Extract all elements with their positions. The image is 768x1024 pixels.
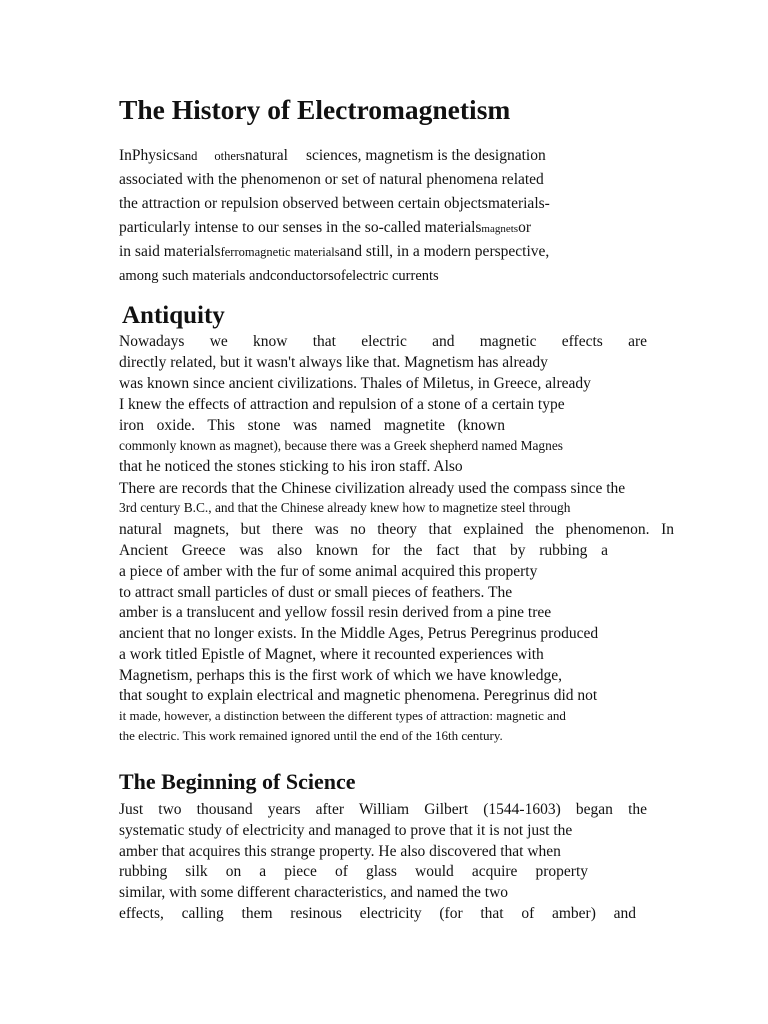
science-line: effects, calling them resinous electricity (for that of amber) and — [119, 905, 636, 922]
science-line: Just two thousand years after William Gilbert (1544-1603) began the — [119, 801, 647, 818]
antiquity-line: iron oxide. This stone was named magnetite (known — [119, 417, 505, 434]
intro-ferromagnetic: ferromagnetic materials — [220, 245, 340, 259]
science-line: amber that acquires this strange property. He also discovered that when — [119, 843, 561, 860]
intro-word-natural: natural — [244, 147, 288, 164]
antiquity-line: 3rd century B.C., and that the Chinese already knew how to magnetize steel through — [119, 500, 571, 515]
antiquity-line: a piece of amber with the fur of some animal acquired this property — [119, 563, 538, 580]
science-line: systematic study of electricity and managed to prove that it is not just the — [119, 822, 573, 839]
antiquity-line: to attract small particles of dust or small pieces of feathers. The — [119, 584, 513, 601]
antiquity-line: natural magnets, but there was no theory that explained the phenomenon. In — [119, 521, 674, 538]
section-heading-antiquity: Antiquity — [122, 302, 225, 329]
antiquity-line: commonly known as magnet), because there was a Greek shepherd named Magnes — [119, 438, 563, 453]
science-line: similar, with some different characteristics, and named the two — [119, 884, 509, 901]
intro-line-6 — [119, 266, 439, 286]
intro-word-magnets: magnets — [481, 223, 519, 235]
intro-line-1 — [119, 146, 546, 166]
intro-line-4 — [119, 218, 531, 238]
section-heading-science: The Beginning of Science — [119, 769, 356, 794]
intro-line-5-text: in said materials — [119, 243, 221, 260]
antiquity-line: that sought to explain electrical and magnetic phenomena. Peregrinus did not — [119, 687, 598, 704]
antiquity-line: Nowadays we know that electric and magnetic effects are — [119, 333, 647, 350]
antiquity-line: amber is a translucent and yellow fossil resin derived from a pine tree — [119, 604, 552, 621]
antiquity-line: was known since ancient civilizations. Thales of Miletus, in Greece, already — [119, 375, 591, 392]
antiquity-line: that he noticed the stones sticking to his iron staff. Also — [119, 458, 463, 475]
intro-line-3: the attraction or repulsion observed between certain objectsmaterials- — [119, 195, 550, 212]
antiquity-line: the electric. This work remained ignored until the end of the 16th century. — [119, 728, 503, 743]
antiquity-line: a work titled Epistle of Magnet, where it recounted experiences with — [119, 646, 544, 663]
intro-word-and: and — [179, 149, 198, 163]
antiquity-line: There are records that the Chinese civilization already used the compass since the — [119, 480, 626, 497]
intro-line-1-rest: sciences, magnetism is the designation — [305, 147, 546, 164]
intro-line-4-text: particularly intense to our senses in the so-called materials — [119, 219, 482, 236]
page-title: The History of Electromagnetism — [119, 94, 511, 125]
intro-line-6-text: among such materials andconductorsofelectric currents — [119, 268, 439, 284]
antiquity-line: ancient that no longer exists. In the Middle Ages, Petrus Peregrinus produced — [119, 625, 599, 642]
intro-line-5-rest: and still, in a modern perspective, — [339, 243, 550, 260]
intro-line-2: associated with the phenomenon or set of natural phenomena related — [119, 171, 544, 188]
antiquity-line: I knew the effects of attraction and repulsion of a stone of a certain type — [119, 396, 565, 413]
science-line: rubbing silk on a piece of glass would acquire property — [119, 863, 588, 880]
intro-word-physics: InPhysics — [119, 147, 180, 164]
intro-word-others: others — [214, 149, 245, 163]
antiquity-line: directly related, but it wasn't always like that. Magnetism has already — [119, 354, 548, 371]
antiquity-line: Magnetism, perhaps this is the first work of which we have knowledge, — [119, 667, 562, 684]
antiquity-line: Ancient Greece was also known for the fact that by rubbing a — [119, 542, 608, 559]
intro-word-or: or — [518, 219, 532, 236]
antiquity-line: it made, however, a distinction between the different types of attraction: magnetic and — [119, 708, 566, 723]
intro-line-5 — [119, 242, 549, 262]
